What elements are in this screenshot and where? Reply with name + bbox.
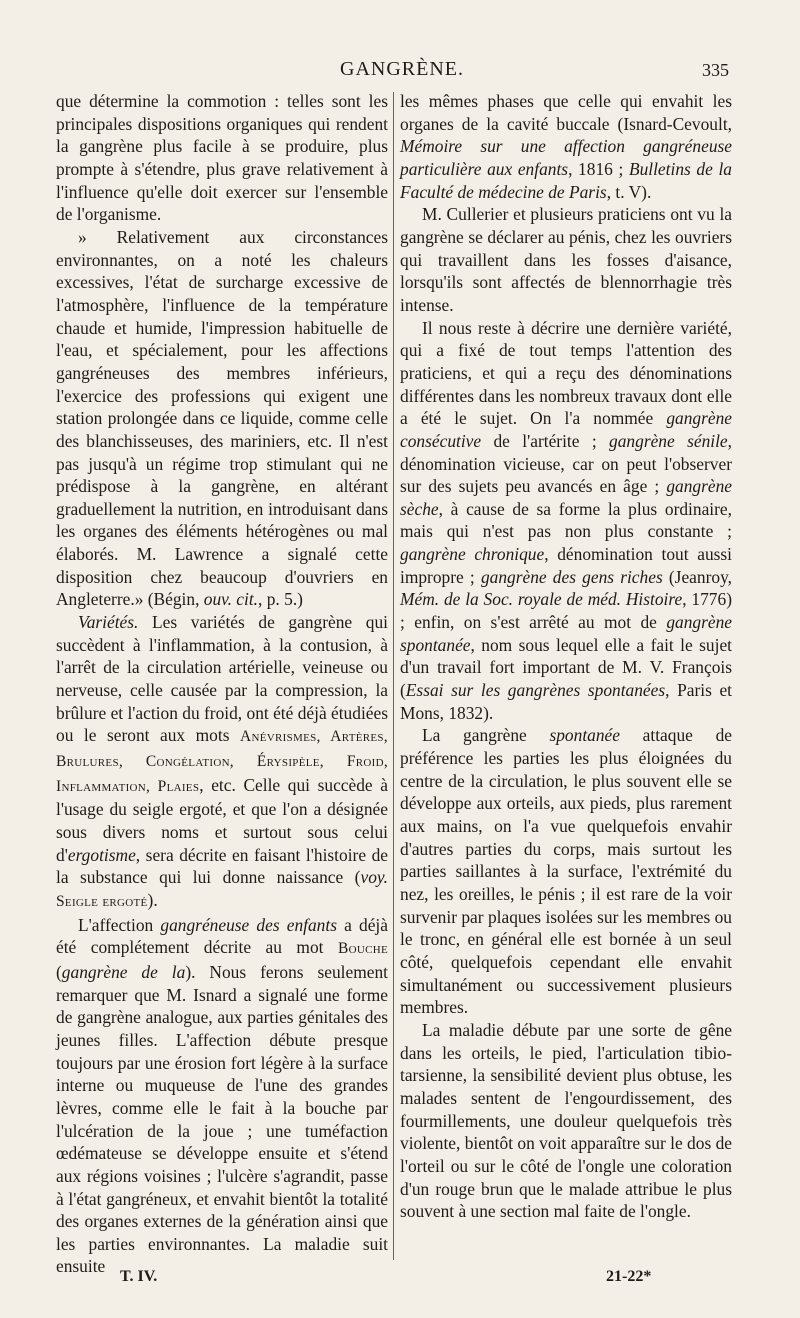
- paragraph-children: L'affection gangréneuse des enfants a déjà été complétement décrite au mot Bouche (gangrène de la). Nous ferons seulement remarquer que M. Isnard a signalé une forme de gangrène analogue, aux parties génitales des jeunes filles. L'affection débute presque toujours par une érosion fort légère à la surface interne ou muqueuse de l'une des grandes lèvres, comme elle le fait à la bouche par l'ulcération de la joue ; une tuméfaction œdémateuse se développe ensuite et s'étend aux régions voisines ; l'ulcère s'agrandit, passe à l'état gangréneux, et envahit bientôt la totalité des organes externes de la génération ainsi que les parties environnantes. La maladie suit ensuite: [56, 914, 388, 1277]
- page-title: GANGRÈNE.: [340, 58, 464, 80]
- paragraph-variety: Il nous reste à décrire une dernière variété, qui a fixé de tout temps l'attention des praticiens, et qui a reçu des dénominations différentes dans les nombreux travaux dont elle a été le sujet. On l'a nommée gangrène consécutive de l'artérite ; gangrène sénile, dénomination vicieuse, car on peut l'observer sur des sujets peu avancés en âge ; gangrène sèche, à cause de sa forme la plus ordinaire, mais qui n'est pas non plus constante ; gangrène chronique, dénomination tout aussi impropre ; gangrène des gens riches (Jeanroy, Mém. de la Soc. royale de méd. Histoire, 1776) ; enfin, on s'est arrêté au mot de gangrène spontanée, nom sous lequel elle a fait le sujet d'un travail fort important de M. V. François (Essai sur les gangrènes spontanées, Paris et Mons, 1832).: [400, 317, 733, 723]
- paragraph-continuation: que détermine la commotion : telles sont les principales dispositions organiques qui rendent la gangrène plus facile à se produire, plus prompte à s'étendre, plus grave relativement à l'influence qu'elle doit exercer sur l'ensemble de l'organisme.: [56, 91, 388, 225]
- paragraph-varieties: Variétés. Les variétés de gangrène qui succèdent à l'inflammation, à la contusion, à l'arrêt de la circulation artérielle, veineuse ou nerveuse, celle causée par la compression, la brûlure et l'action du froid, ont été déjà étudiées ou le seront aux mots Anévrismes, Artères, Brulures, Congélation, Érysipèle, Froid, Inflammation, Plaies, etc. Celle qui succède à l'usage du seigle ergoté, et que l'on a désignée sous divers noms et surtout sous celui d'ergotisme, sera décrite en faisant l'histoire de la substance qui lui donne naissance (voy. Seigle ergoté).: [56, 612, 388, 910]
- paragraph-onset: La maladie débute par une sorte de gêne dans les orteils, le pied, l'articulation tibio-tarsienne, la sensibilité devient plus obtuse, les malades sentent de l'engourdissement, des fourmillements, une douleur quelquefois très violente, bientôt on voit apparaître sur le dos de l'orteil ou sur le côté de l'ongle une coloration d'un rouge brun que le malade attribue le plus souvent à une section mal faite de l'ongle.: [400, 1019, 732, 1222]
- running-header: [0, 58, 800, 88]
- left-column: [56, 90, 388, 1278]
- volume-mark: T. IV.: [120, 1268, 158, 1285]
- section-label: Variétés.: [78, 612, 139, 633]
- page-number: 335: [702, 60, 729, 80]
- paragraph-continuation: les mêmes phases que celle qui envahit les organes de la cavité buccale (Isnard-Cevoult, Mémoire sur une affection gangréneuse particulière aux enfants, 1816 ; Bulletins de la Faculté de médecine de Paris, t. V).: [400, 91, 732, 202]
- paragraph-penis: M. Cullerier et plusieurs praticiens ont vu la gangrène se déclarer au pénis, chez les ouvriers qui travaillent dans les fosses d'aisance, lorsqu'ils sont affectés de blennorrhagie très intense.: [400, 204, 732, 315]
- cross-reference-list: Anévrismes, Artères, Brulures, Congélation, Érysipèle, Froid, Inflammation, Plaies: [56, 728, 388, 795]
- paragraph-circumstances: » Relativement aux circonstances environnantes, on a noté les chaleurs excessives, l'état de surcharge excessive de l'atmosphère, l'influence de la température chaude et humide, l'impression habituelle de l'eau, et spécialement, pour les affections gangréneuses des membres inférieurs, l'exercice des professions qui exigent une station prolongée dans ce liquide, comme celle des blanchisseuses, des mariniers, etc. Il n'est pas jusqu'à un régime trop stimulant qui ne prédispose à la gangrène, en altérant graduellement la nutrition, en introduisant dans les organes des éléments hétérogènes ou mal élaborés. M. Lawrence a signalé cette disposition chez beaucoup d'ouvriers en Angleterre.» (Bégin, ouv. cit., p. 5.): [56, 226, 388, 610]
- page-footer: [0, 1268, 800, 1292]
- column-divider: [393, 92, 394, 1260]
- signature-mark: 21-22*: [606, 1268, 652, 1285]
- right-column: [400, 90, 732, 1223]
- paragraph-spontaneous: La gangrène spontanée attaque de préférence les parties les plus éloignées du centre de la circulation, le plus souvent elle se développe aux orteils, aux pieds, plus rarement aux mains, on l'a vue quelquefois envahir d'autres parties du corps, mais surtout les parties saillantes à la surface, l'extrémité du nez, les oreilles, le pénis ; il est rare de la voir survenir par plaques isolées sur les membres ou le tronc, en général elle est bornée à un seul côté, quelquefois cependant elle envahit simultanément ou successivement plusieurs membres.: [400, 725, 732, 1018]
